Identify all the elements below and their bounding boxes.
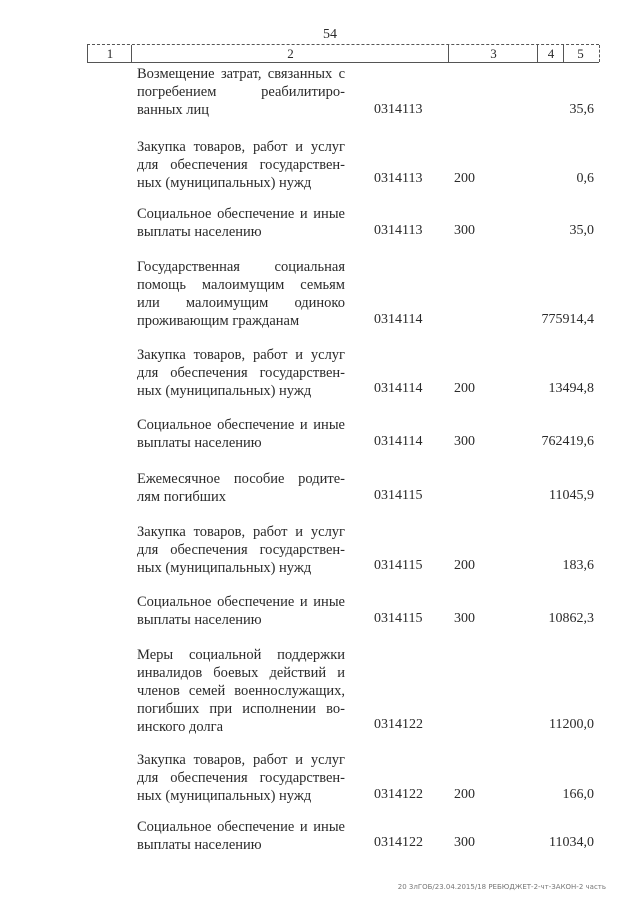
row-amount: 11200,0 [549, 717, 594, 732]
column-header-3: 3 [448, 45, 538, 62]
row-code: 0314115 [374, 611, 423, 626]
row-amount: 10862,3 [548, 611, 594, 626]
row-expense-type: 200 [454, 381, 475, 396]
row-description: Закупка товаров, работ и услуг для обеспечения государствен-ных (муниципальных) нужд [137, 347, 345, 399]
column-header-1: 1 [87, 45, 132, 62]
row-code: 0314115 [374, 488, 423, 503]
row-amount: 11034,0 [549, 835, 594, 850]
row-amount: 35,0 [569, 223, 594, 238]
footer-document-id: 20 3лГОБ/23.04.2015/18 РЕБЮДЖЕТ-2-чт-ЗАКОН-2 часть [397, 883, 606, 891]
row-expense-type: 300 [454, 611, 475, 626]
row-description: Закупка товаров, работ и услуг для обеспечения государствен-ных (муниципальных) нужд [137, 752, 345, 804]
row-expense-type: 200 [454, 171, 475, 186]
page-number: 54 [323, 27, 337, 42]
row-description: Ежемесячное пособие родите-лям погибших [137, 471, 345, 505]
row-description: Меры социальной поддержки инвалидов боевых действий и членов семей военнослужащих, погибших при исполнении во-инского долга [137, 647, 345, 735]
row-code: 0314113 [374, 171, 423, 186]
row-code: 0314122 [374, 787, 423, 802]
row-description: Закупка товаров, работ и услуг для обеспечения государствен-ных (муниципальных) нужд [137, 524, 345, 576]
row-description: Социальное обеспечение и иные выплаты населению [137, 594, 345, 628]
row-description: Возмещение затрат, связанных с погребением реабилитиро-ванных лиц [137, 66, 345, 118]
row-description: Социальное обеспечение и иные выплаты населению [137, 819, 345, 853]
row-expense-type: 200 [454, 558, 475, 573]
row-expense-type: 300 [454, 223, 475, 238]
row-amount: 0,6 [576, 171, 594, 186]
row-amount: 166,0 [562, 787, 594, 802]
column-header-4: 4 [537, 45, 564, 62]
column-header-2: 2 [131, 45, 449, 62]
row-description: Социальное обеспечение и иные выплаты населению [137, 417, 345, 451]
row-code: 0314114 [374, 381, 423, 396]
column-header-5: 5 [563, 45, 600, 62]
row-amount: 762419,6 [541, 434, 594, 449]
row-description: Закупка товаров, работ и услуг для обеспечения государствен-ных (муниципальных) нужд [137, 139, 345, 191]
row-description: Государственная социальная помощь малоимущим семьям или малоимущим одиноко проживающим гражданам [137, 259, 345, 329]
row-description: Социальное обеспечение и иные выплаты населению [137, 206, 345, 240]
row-code: 0314113 [374, 223, 423, 238]
row-amount: 13494,8 [548, 381, 594, 396]
row-expense-type: 200 [454, 787, 475, 802]
row-amount: 35,6 [569, 102, 594, 117]
row-code: 0314122 [374, 717, 423, 732]
row-amount: 183,6 [562, 558, 594, 573]
row-expense-type: 300 [454, 835, 475, 850]
row-code: 0314114 [374, 312, 423, 327]
row-expense-type: 300 [454, 434, 475, 449]
row-code: 0314115 [374, 558, 423, 573]
row-amount: 11045,9 [549, 488, 594, 503]
row-code: 0314114 [374, 434, 423, 449]
row-code: 0314113 [374, 102, 423, 117]
row-amount: 775914,4 [541, 312, 594, 327]
row-code: 0314122 [374, 835, 423, 850]
